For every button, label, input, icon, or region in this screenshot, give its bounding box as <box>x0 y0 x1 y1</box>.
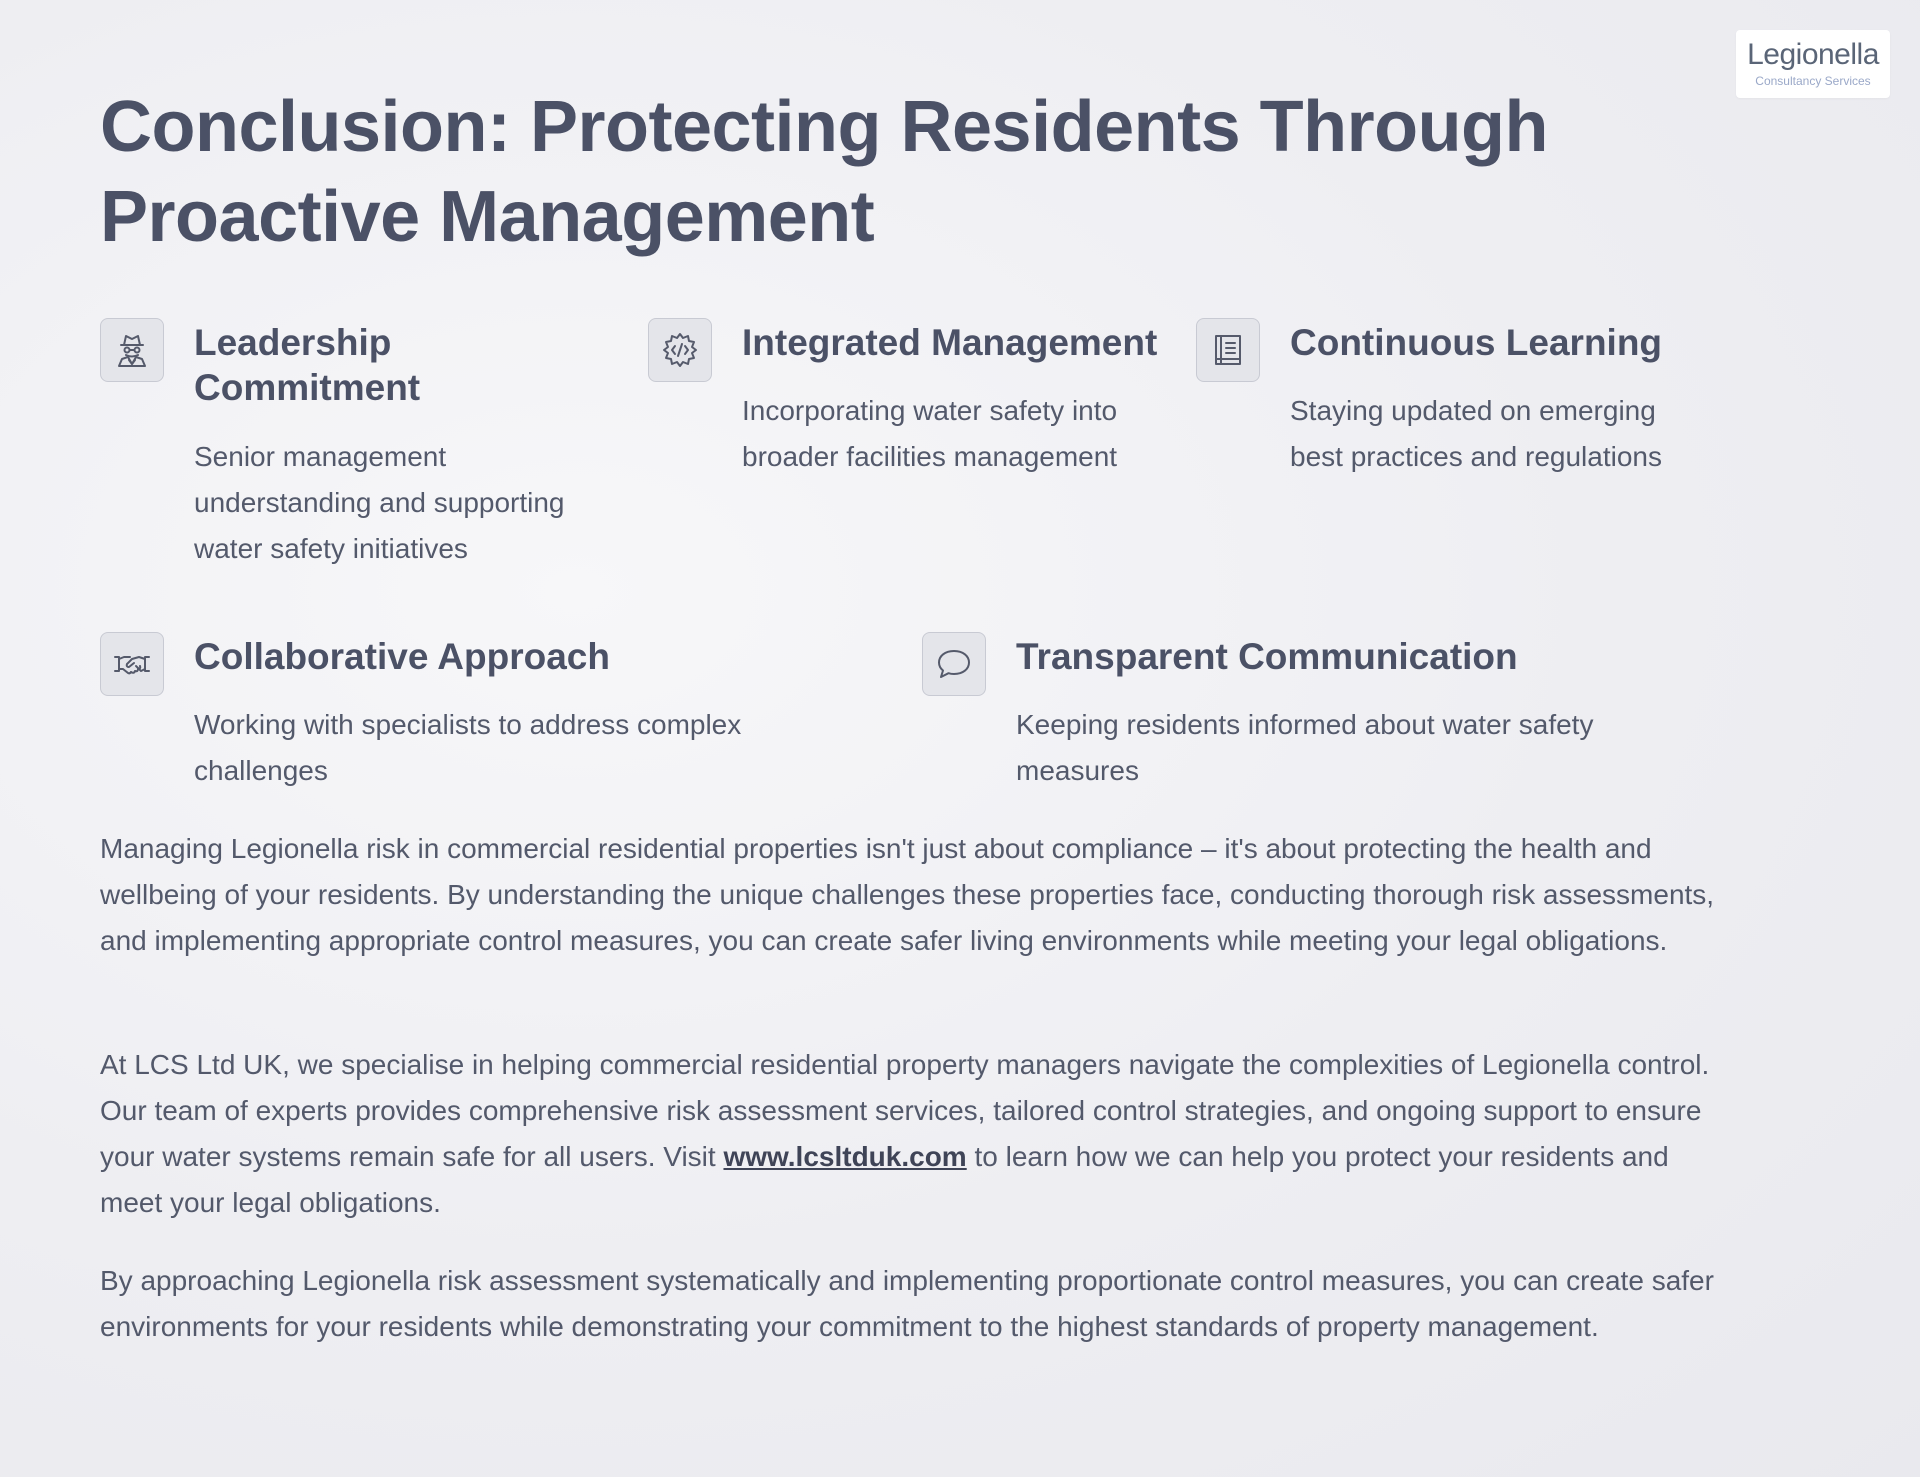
feature-transparent-communication <box>922 632 1702 792</box>
feature-leadership-commitment <box>100 318 620 568</box>
page-title: Conclusion: Protecting Residents Through Proactive Management <box>100 87 1549 257</box>
feature-heading: Leadership Commitment <box>194 322 421 408</box>
chat-bubble-icon <box>922 632 986 696</box>
book-icon <box>1196 318 1260 382</box>
feature-description: Keeping residents informed about water safety measures <box>1016 709 1594 786</box>
company-logo <box>1736 30 1890 98</box>
conclusion-paragraph-1: Managing Legionella risk in commercial residential properties isn't just about compliance – it's about protecting the health and wellbeing of your residents. By understanding the unique challenges these properties face, conducting thorough risk assessments, and implementing appropriate control measures, you can create safer living environments while meeting your legal obligations. <box>100 833 1715 956</box>
paragraph-text: At LCS Ltd UK, we specialise in helping commercial residential property managers navigate the complexities of Legionella control. Our team of experts provides comprehensive risk assessment services, tailored control strategies, and ongoing support to ensure your water systems remain safe for all users. Visit <box>100 1049 1710 1172</box>
feature-description: Senior management understanding and supporting water safety initiatives <box>194 441 565 564</box>
paragraph-text: to learn how we can help you protect your residents and meet your legal obligations. <box>100 1141 1669 1218</box>
conclusion-paragraph-3: By approaching Legionella risk assessment systematically and implementing proportionate control measures, you can create safer environments for your residents while demonstrating your commitment to the highest standards of property management. <box>100 1265 1714 1342</box>
logo-name: Legionella <box>1747 38 1879 71</box>
feature-description: Staying updated on emerging best practices and regulations <box>1290 395 1662 472</box>
feature-heading: Integrated Management <box>742 322 1158 363</box>
handshake-icon <box>100 632 164 696</box>
feature-heading: Collaborative Approach <box>194 636 610 677</box>
feature-description: Working with specialists to address complex challenges <box>194 709 742 786</box>
conclusion-paragraph-2 <box>100 1042 1720 1226</box>
feature-heading: Continuous Learning <box>1290 322 1663 363</box>
code-gear-icon <box>648 318 712 382</box>
logo-subtitle: Consultancy Services <box>1755 74 1871 88</box>
feature-continuous-learning <box>1196 318 1716 478</box>
spy-icon <box>100 318 164 382</box>
website-link[interactable]: www.lcsltduk.com <box>723 1141 967 1172</box>
feature-integrated-management <box>648 318 1168 478</box>
feature-description: Incorporating water safety into broader facilities management <box>742 395 1118 472</box>
feature-heading: Transparent Communication <box>1016 636 1518 677</box>
feature-collaborative-approach <box>100 632 880 792</box>
